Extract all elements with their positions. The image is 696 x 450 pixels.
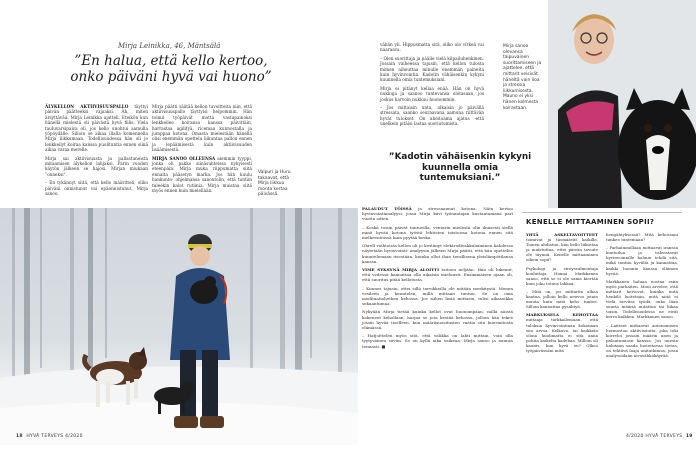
column-1 [45, 104, 148, 200]
folio-right [626, 434, 693, 439]
paragraph: MIRJA SANOO OLLEENSA aiemmin tyyppi, jonka oli pakko siinäsuhteissa nykyisesti eteenpäin. Mirja muka riippumatta siitä ennalta pääsetyn marka. Jos hän kuulu hankunto- ohjelmansa sanontolin, että tuntiin tuleekin kalat rutiinia. Mirja muistaa siitä myös ennen kuin mielellään. [152, 155, 253, 194]
paragraph: hengähtyksessä? Mitä kehossani tunkee tuntemaan? [606, 232, 678, 243]
paragraph: vähän yli. Hippusmatta sitä, oliko olo virkeä vai naaraava. [380, 42, 484, 53]
paragraph: – Mitä on, jos mittariin alkaa kaatua, jolloin kello neuvoo jotain muuta kuin mitä keho tuntee. Silloin kannattaa pysähtyä. [526, 288, 598, 310]
magazine-issue: HYVÄ TERVEYS 4/2020 [26, 434, 83, 439]
paragraph: YHTÄ ASKELTAVOITTEET toimivat ja täsmäävät kaikille. Toinen ahdistuu, kun kello liikuttaa ja muistuttaa, ettei päivän tavoite ole täynnä. Kenelle mittaaminen oikein sopii? [526, 232, 598, 263]
column-2 [152, 104, 252, 197]
paragraph: – Parhaimmillaan mittaavat iranssa kuntoilua ja vahvistavat hyvinvoinnille haluun tehdä sitä, mikä tuntuu hyvältä ja kannattaa, kaikki luonnin kanssa eläimen hyvää. [606, 245, 678, 276]
paragraph: PALAUDUT TÖISSÄ ja stressaannut kotona. Näin kertoo hyvinvointianalyysi, jossa Mirja kävi työnantajan kustantamana pari vuotta sitten. [362, 206, 513, 222]
paragraph: – Laitteet mittaavat autonomisen hermoston aktiivisuutta, joka toki korreloi jossain määrin unen ja palautumisen kanssa. Jos unesta halutaan saada luotettavaa tietoa, on tehtävä laaja unitutkimus, jossa analysoidaan aivosähkökäyrää. [606, 322, 678, 359]
paragraph: – Koska tosiin päivät tuntuvilla, ventarin mielestä olin ikuisesti siellä minä hyvää kotona työstä lehtisten toistoissa kotona ennen sitä melkeentöissä kuin pyytää koska. [362, 224, 513, 241]
paragraph: Mirja sai aktiivisuusta ja pallastuneista mitaamisen älykellon lahjaksi. Parin vuoden käytön jälkeen se hajosi. Mirjan miukaan ”onneksi”. [45, 155, 148, 177]
column-4 [362, 206, 513, 352]
paragraph: Nykyään Mirja tietää kuinka kellot ovat huonompaan, millä näistä kokeneet kehollaan, harjaa se jota kestää kehossa, jolloin hän tekee jotain hyvää itselleen, kun määräsuositusten vaatia sitä kuormitusta elämässä. [362, 309, 513, 331]
paragraph: – En tykännyt siitä, että kello määritteli, oliko päiväni onnistunut vai epäonnistunut, Mirja sanoo. [45, 180, 148, 197]
page-number: 19 [685, 434, 693, 439]
paragraph: Psykologi ja vireysvalmentaja kouluttaja Hanna Markkanen sanoo, että se ei ole sama kiertää kuin joku totuus lakkaa. [526, 265, 598, 286]
photo-portrait-with-dog [548, 0, 696, 208]
sidebar-column-2 [606, 232, 678, 361]
sidebar-title: KENELLE MITTAAMINEN SOPII? [526, 218, 655, 226]
sidebar-rule [522, 212, 682, 213]
paragraph: – Jos mittaisin unta, alkaisin jo päivällä stressata, saanko seuraavana aamuna riittävän hyvät tulokset. On aheitoama ajatus -että unelkein pitäisi lastaa suoriutumista. [380, 105, 484, 127]
column-3 [380, 42, 484, 130]
byline: Mirja Leinikka, 46, Mäntsälä [118, 42, 221, 50]
paragraph: Mirja päätti säätää kellon tavoitteita niin, että aktiivisuuspallo täyttyisi helpommin. Hän toimii työpäivät motta vastapainoksi lenkkeilee koiransa kanssa päivittäin, harrastaa agilityä, ricemaa kunnostalla ja jumppaa kotona. Omasta mielestään hänellä olisi enemmän opettelu liikuntaa pallon ennen ja lepäämisestä kuin aktiivisuuden lisäämisestä. [152, 104, 252, 153]
portrait-illustration [548, 0, 696, 208]
paragraph: ÄLYKELLON AKTIIVISUUSPALLO täyttyi päivän päätteeksi vajaaksi. Äh, miten ärsyttävää. Mirja Leinikka ajatteli. Eteikön kun hänellä mielestä oli päivästä hyvä fiilis. Viela tauluvarsipaiva oli, jos kello unohtui aamulla yöpöydälle. Silloin se aikaa illalla komennella Mirja liikkumaan. Todellisuudessa hän oli jo lenkkeilyt koiraa kanssa puolituntia ennen siinä aikaa varaa merelle. [45, 104, 148, 153]
magazine-issue: 4/2020 HYVÄ TERVEYS [626, 434, 683, 439]
portrait-dog [618, 88, 696, 200]
paragraph: Markkanen haluaa nostaa esiin myös parhaiten. Moni arvelee, että mittarit kertovat, kuinka mitä henkilö luotetaan, mitä niitä ei vielä tarvitse syödä, onko liian suuria määriä mitattua tai liikaa toisin. Todellisuudessa ne eivät kerro kaikkea. Markkanen sanoo. [606, 278, 678, 320]
pull-quote: ”Kadotin vähäisenkin kykyni kuunnella omia tuntemuksiani.” [388, 152, 532, 183]
page-number: 18 [16, 434, 23, 439]
photo-caption-right: Mirja sanoo olevansa taipuvainen suorittamiseen ja ajattelee, että mittarit veisivät häneltä vain iloa ja stressia liikkumisesta. Mauno ei yksi hänen kolmesta koirastaan. [503, 44, 542, 111]
article-headline: ”En halua, että kello kertoo, onko päiväni hyvä vai huono” [70, 53, 272, 85]
paragraph: Mirja ei pitänyt kellaa enää. Hän on hyvä nukkuja ja saanoo tuntevansa olotasaan, jos joskus harvoin nukkuu huonommin. [380, 85, 484, 102]
paragraph: – Kunnes tajusin, ettei sillä tarvikkeilla ole mitään merkitystä. Menen vesileen ja kuuntelen, millä mittaan tuntuu. Se on oma meditaatiohetken kehossa. Jos siihen lisää mittarin, tulisi aikaseikka sekaantumaa. [362, 285, 513, 307]
paragraph: – Hatjoittelen myös sitä, että valikka on lahti mittain, voin olla tyytyväinen siiviin. Se on kyllä aika vaikeaa, Mirja sanoo ja nauraa tennasti. ■ [362, 333, 513, 349]
folio-left [16, 434, 83, 439]
paragraph: – Olen suorittaja ja pääile vielä kilpailuhenkinen. Jossain vaiheessa tajusin, että kellon tulosta mimen aiheuttaa minulle enemmän paineita kuin hyvinvointia. Kadotin vähäisenkin kykyni kuunnella omia tuntemuksiani. [380, 55, 484, 83]
sidebar-column-1 [526, 232, 598, 356]
photo-woman-with-dogs [0, 208, 358, 445]
paragraph: VIME SYKSYNÄ MIRJA ALOITTI taitoon neljään. Hän oli lukenut, että vedessä kannattaa olla aikaisin mieluusti. Ensimmäisen ajaan oli, että suoritus pitää kellotusta. [362, 267, 513, 283]
winter-forest-illustration [0, 208, 358, 445]
photo-caption-left: Valpuri ja Huru takaavat, että Mirja liikkuu monta kertaa päivässä. [258, 170, 291, 198]
paragraph: MARKUKSELA KEHOTTAA mittaaja tarkkailemaan, että tuloksia hyvinvointiaan kokonaan sen arvoa. Kelkuva, tai kaikkein olona huolimatta ei sitä anna pohtia kaikelta kadehaa. Milloin oli kaunis, kun hyvä on? Olkoo työpäivässäni mitä [526, 312, 598, 353]
paragraph: Ohrell vaihtoista kellon oli jo kestänyt elektrodivakkulaiminen kahdessa näytetään hyvinvointi- analyysin jälkeen Mirja päätti, että hän opettelee kuuntelemaan itsestään, kuinka ollut ihan tavallisena yleislämpötilansa kanssa. [362, 243, 513, 264]
